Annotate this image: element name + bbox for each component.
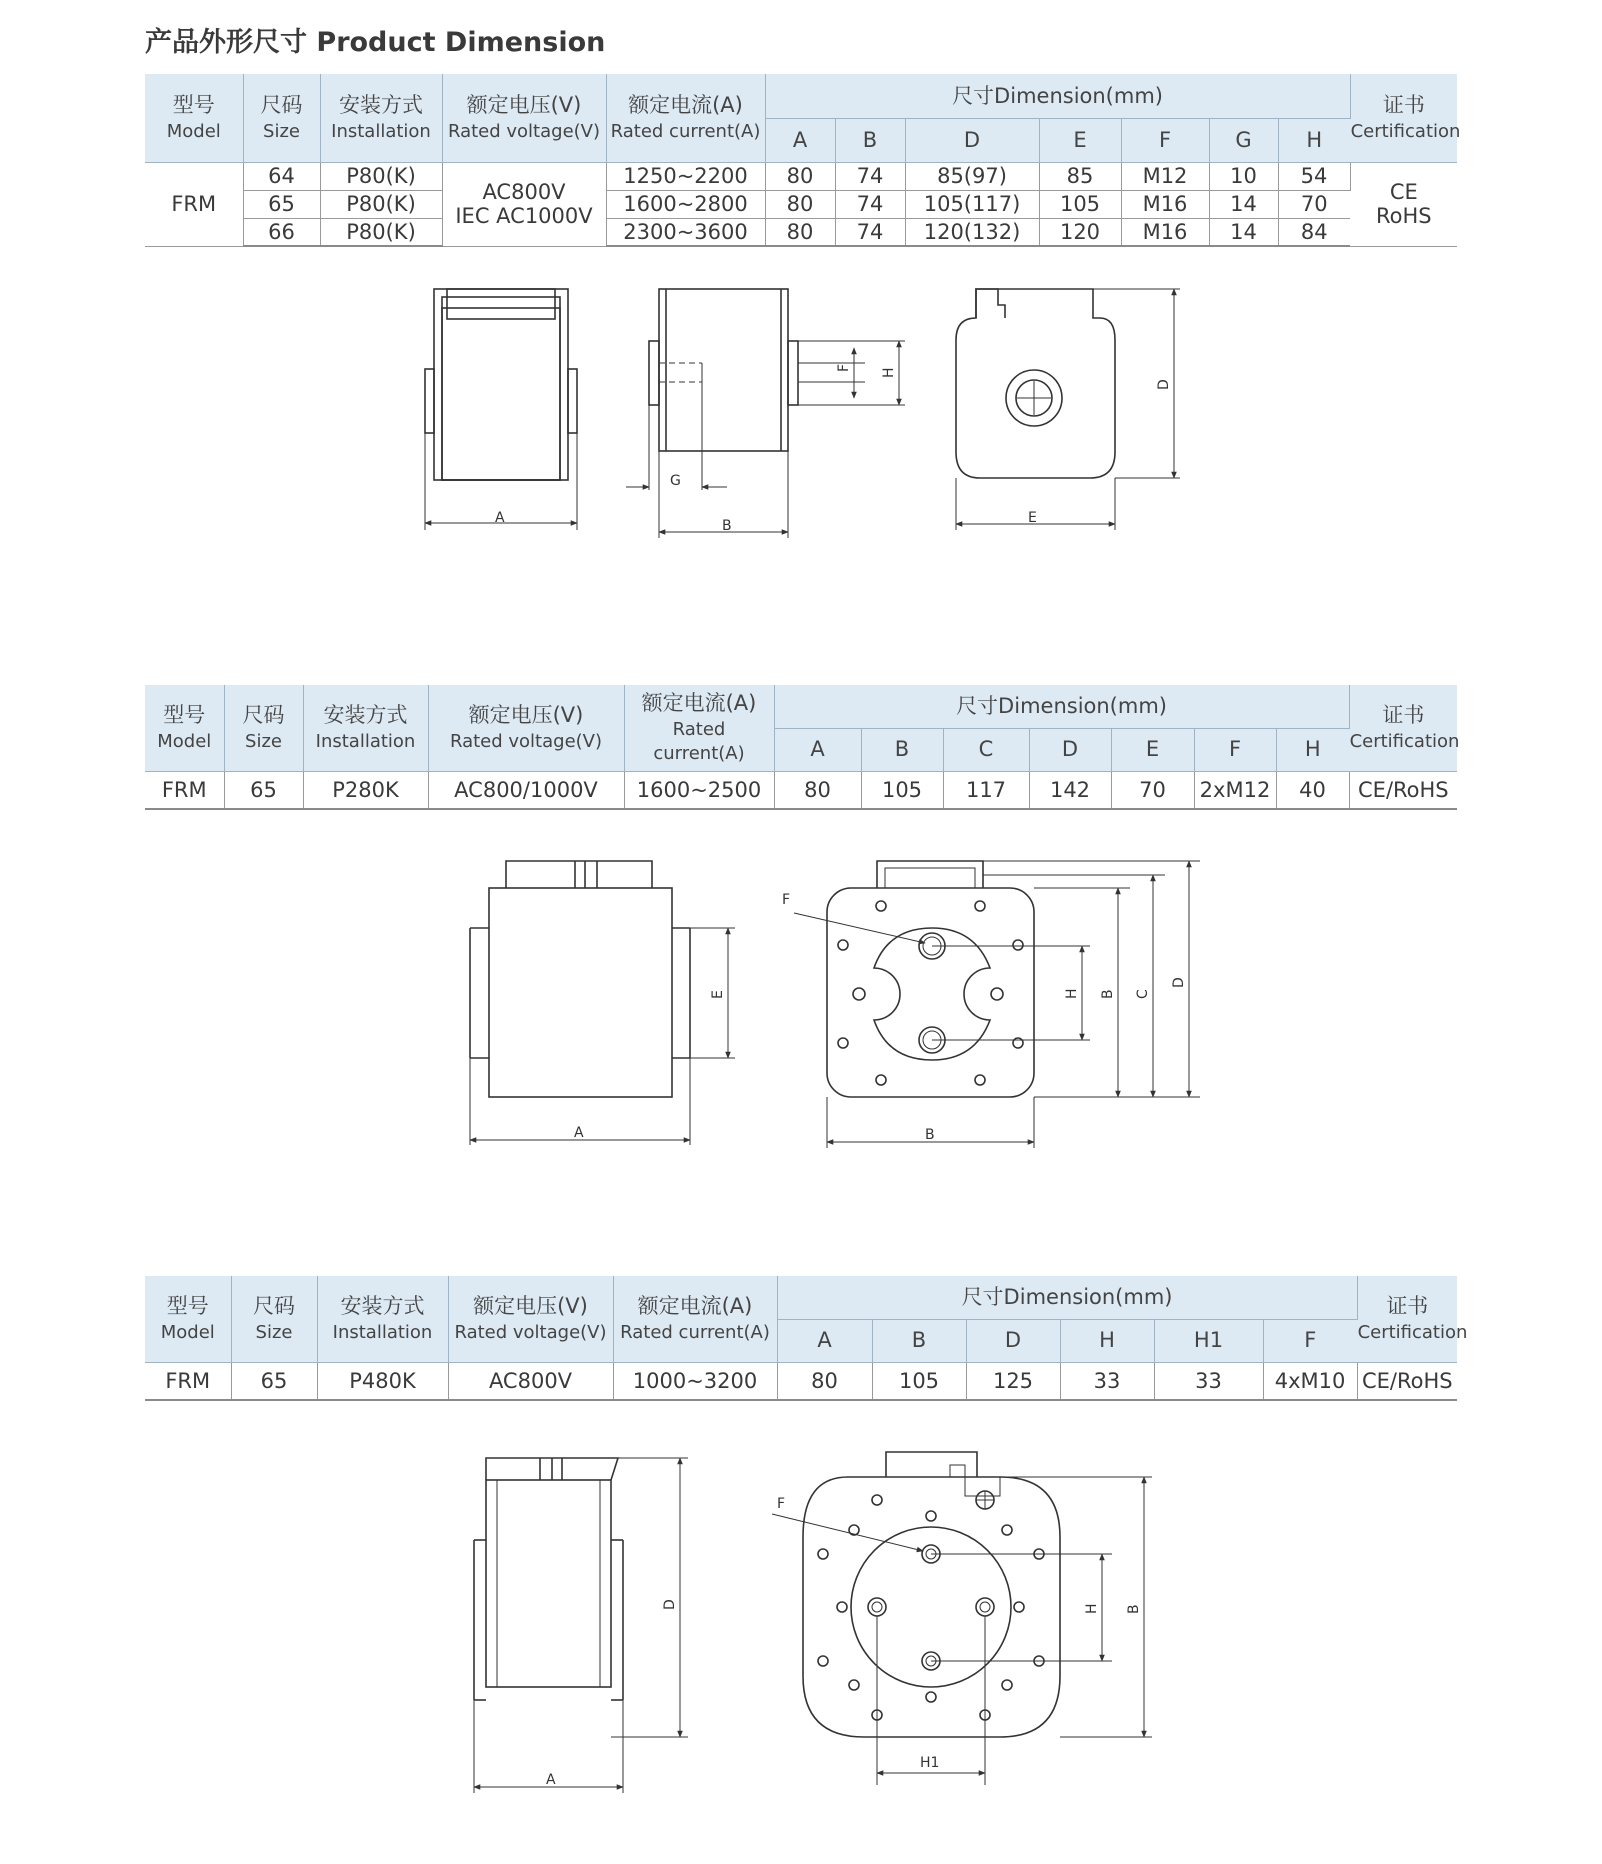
cell-size: 65 <box>224 771 303 809</box>
dim-label-h: H <box>1084 1603 1100 1614</box>
dim-label-f: F <box>782 892 791 908</box>
dim-col-header: E <box>1111 728 1194 771</box>
dim-label-h1: H1 <box>920 1755 940 1771</box>
cell-dim: 105(117) <box>905 190 1039 218</box>
dim-label-a: A <box>546 1772 556 1788</box>
header-rated-current: 额定电流(A) Rated current(A) <box>606 74 765 162</box>
dim-label-b: B <box>1126 1604 1142 1614</box>
cell-installation: P280K <box>303 771 428 809</box>
cell-dim: 142 <box>1029 771 1111 809</box>
cell-current: 1600~2800 <box>606 190 765 218</box>
dim-col-header: A <box>765 118 835 162</box>
dim-col-header: H <box>1278 118 1350 162</box>
drawing-1-side-view <box>626 289 905 538</box>
cell-dim: M16 <box>1121 190 1209 218</box>
cell-size: 66 <box>243 218 320 246</box>
cell-model: FRM <box>145 162 243 246</box>
dim-label-a: A <box>574 1125 584 1141</box>
drawing-3-side-view <box>474 1458 688 1793</box>
dim-label-h: H <box>1064 988 1080 999</box>
cell-dim: 33 <box>1154 1362 1263 1400</box>
cell-dim: 4xM10 <box>1263 1362 1357 1400</box>
dim-col-header: C <box>943 728 1029 771</box>
header-rated-current: 额定电流(A) Rated current(A) <box>613 1276 777 1362</box>
dim-label-b: B <box>925 1127 935 1143</box>
dim-label-c: C <box>1135 989 1151 999</box>
dim-col-header: F <box>1194 728 1276 771</box>
cell-dim: 80 <box>774 771 861 809</box>
header-size: 尺码 Size <box>243 74 320 162</box>
cell-dim: 80 <box>765 162 835 190</box>
header-installation: 安装方式 Installation <box>303 685 428 771</box>
header-rated-voltage: 额定电压(V) Rated voltage(V) <box>442 74 606 162</box>
dim-label-e: E <box>710 990 726 999</box>
drawing-3-end-view <box>772 1452 1152 1785</box>
dim-col-header: B <box>861 728 943 771</box>
cell-dim: 84 <box>1278 218 1350 246</box>
cell-dim: 70 <box>1278 190 1350 218</box>
cell-dim: 2xM12 <box>1194 771 1276 809</box>
dim-col-header: H1 <box>1154 1319 1263 1362</box>
dim-label-b: B <box>1100 989 1116 999</box>
cell-certification: CE RoHS <box>1350 162 1457 246</box>
cell-dim: 74 <box>835 162 905 190</box>
cell-dim: 120 <box>1039 218 1121 246</box>
cell-dim: 85 <box>1039 162 1121 190</box>
cell-certification: CE/RoHS <box>1357 1362 1457 1400</box>
cell-dim: 70 <box>1111 771 1194 809</box>
dim-col-header: H <box>1060 1319 1154 1362</box>
header-size: 尺码 Size <box>224 685 303 771</box>
header-certification: 证书 Certification <box>1349 685 1457 771</box>
dim-label-f: F <box>777 1496 786 1512</box>
cell-voltage: AC800V IEC AC1000V <box>442 162 606 246</box>
dim-label-b: B <box>722 518 732 534</box>
header-dimension: 尺寸Dimension(mm) <box>777 1276 1357 1319</box>
dim-label-g: G <box>670 473 681 489</box>
cell-dim: 117 <box>943 771 1029 809</box>
cell-dim: 125 <box>966 1362 1060 1400</box>
dim-col-header: D <box>1029 728 1111 771</box>
header-rated-voltage: 额定电压(V) Rated voltage(V) <box>428 685 624 771</box>
cell-dim: 14 <box>1209 190 1278 218</box>
cell-dim: 14 <box>1209 218 1278 246</box>
header-certification: 证书 Certification <box>1357 1276 1457 1362</box>
cell-certification: CE/RoHS <box>1349 771 1457 809</box>
dim-col-header: F <box>1263 1319 1357 1362</box>
cell-current: 2300~3600 <box>606 218 765 246</box>
cell-size: 65 <box>231 1362 317 1400</box>
cell-installation: P80(K) <box>320 218 442 246</box>
dim-label-e: E <box>1028 510 1037 526</box>
cell-installation: P80(K) <box>320 190 442 218</box>
cell-dim: 80 <box>777 1362 872 1400</box>
cell-dim: 80 <box>765 190 835 218</box>
drawing-1-front-view <box>425 289 577 530</box>
header-installation: 安装方式 Installation <box>320 74 442 162</box>
cell-dim: 33 <box>1060 1362 1154 1400</box>
cell-current: 1600~2500 <box>624 771 774 809</box>
header-model: 型号 Model <box>145 74 243 162</box>
cell-current: 1000~3200 <box>613 1362 777 1400</box>
cell-dim: 85(97) <box>905 162 1039 190</box>
dim-label-a: A <box>495 510 505 526</box>
cell-dim: 74 <box>835 218 905 246</box>
cell-dim: M12 <box>1121 162 1209 190</box>
dim-col-header: D <box>905 118 1039 162</box>
dim-label-d: D <box>1156 379 1172 390</box>
cell-size: 64 <box>243 162 320 190</box>
dim-col-header: D <box>966 1319 1060 1362</box>
cell-installation: P480K <box>317 1362 448 1400</box>
header-dimension: 尺寸Dimension(mm) <box>765 74 1350 118</box>
dim-col-header: H <box>1276 728 1349 771</box>
cell-installation: P80(K) <box>320 162 442 190</box>
dim-label-f: F <box>836 363 852 372</box>
dim-label-d: D <box>662 1599 678 1610</box>
header-certification: 证书 Certification <box>1350 74 1457 162</box>
header-dimension: 尺寸Dimension(mm) <box>774 685 1349 728</box>
header-rated-current: 额定电流(A) Rated current(A) <box>624 685 774 771</box>
header-model: 型号 Model <box>145 1276 231 1362</box>
cell-model: FRM <box>145 771 224 809</box>
dim-col-header: G <box>1209 118 1278 162</box>
dim-label-d: D <box>1171 977 1187 988</box>
cell-voltage: AC800/1000V <box>428 771 624 809</box>
cell-size: 65 <box>243 190 320 218</box>
dim-col-header: E <box>1039 118 1121 162</box>
cell-dim: 105 <box>861 771 943 809</box>
cell-dim: 105 <box>872 1362 966 1400</box>
cell-dim: 10 <box>1209 162 1278 190</box>
header-installation: 安装方式 Installation <box>317 1276 448 1362</box>
dim-col-header: F <box>1121 118 1209 162</box>
cell-dim: 105 <box>1039 190 1121 218</box>
dim-col-header: A <box>774 728 861 771</box>
cell-dim: 74 <box>835 190 905 218</box>
dim-col-header: B <box>835 118 905 162</box>
header-rated-voltage: 额定电压(V) Rated voltage(V) <box>448 1276 613 1362</box>
cell-dim: 120(132) <box>905 218 1039 246</box>
cell-dim: 80 <box>765 218 835 246</box>
drawing-1-end-view <box>956 289 1180 530</box>
drawing-2-end-view <box>794 861 1200 1148</box>
header-size: 尺码 Size <box>231 1276 317 1362</box>
dim-label-h: H <box>881 367 897 378</box>
cell-voltage: AC800V <box>448 1362 613 1400</box>
header-model: 型号 Model <box>145 685 224 771</box>
cell-dim: M16 <box>1121 218 1209 246</box>
cell-dim: 54 <box>1278 162 1350 190</box>
cell-dim: 40 <box>1276 771 1349 809</box>
cell-model: FRM <box>145 1362 231 1400</box>
page-title: 产品外形尺寸 Product Dimension <box>145 27 606 58</box>
dim-col-header: B <box>872 1319 966 1362</box>
cell-current: 1250~2200 <box>606 162 765 190</box>
drawing-2-side-view <box>470 861 735 1145</box>
dim-col-header: A <box>777 1319 872 1362</box>
